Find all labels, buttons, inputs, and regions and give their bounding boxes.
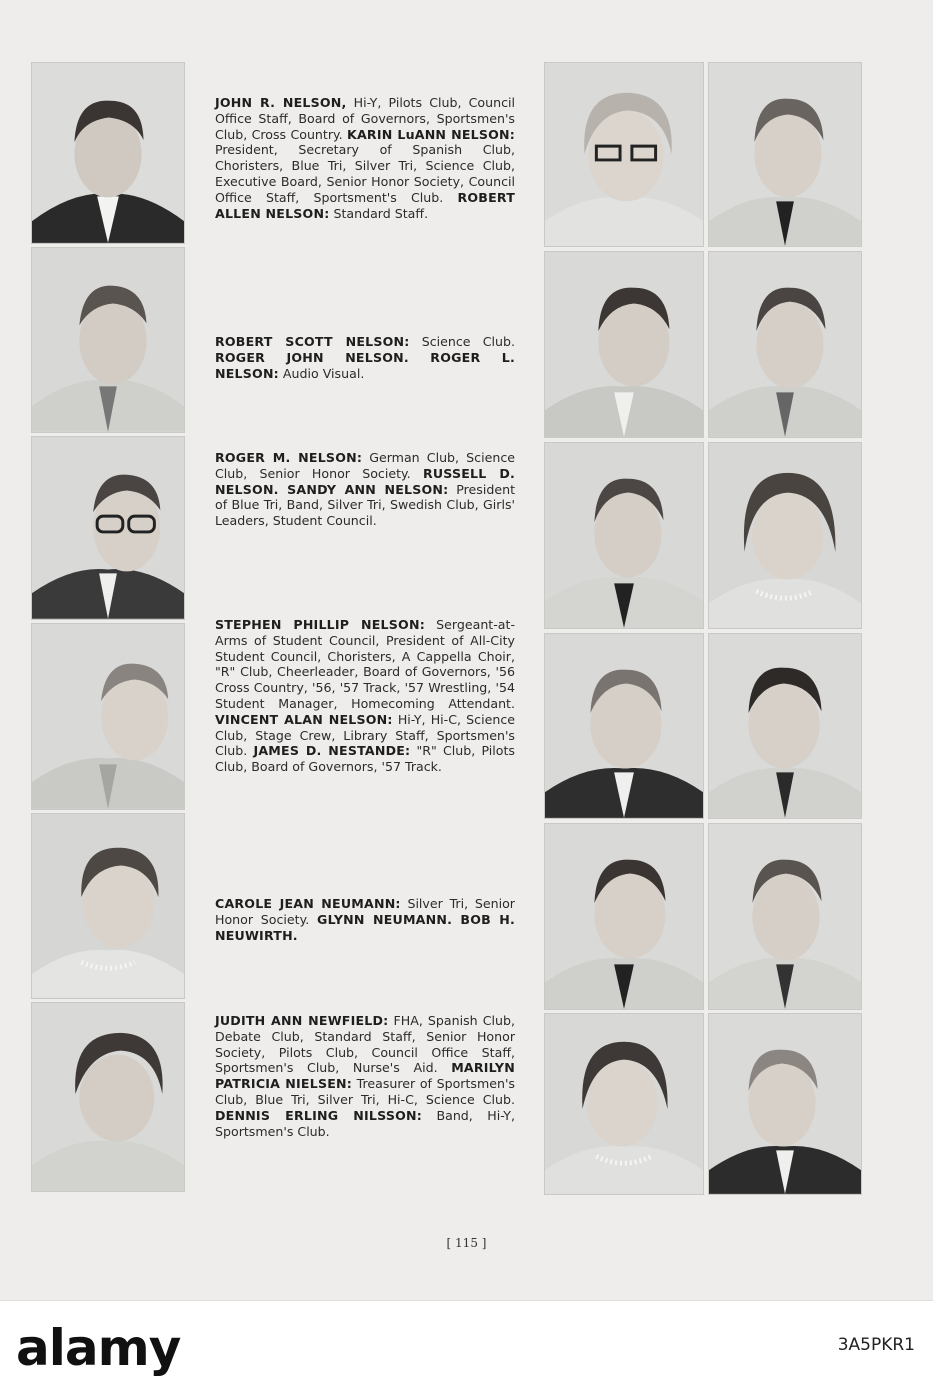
activities-text: Treasurer of Sportsmen's Club, Blue Tri, Silver Tri, Hi-C, Science Club.	[215, 1076, 515, 1107]
portrait-photo	[708, 62, 862, 247]
student-entry	[215, 896, 515, 943]
portrait-photo	[544, 1013, 704, 1195]
activities-text: FHA, Spanish Club, Debate Club, Standard Staff, Senior Honor Society, Pilots Club, Council Office Staff, Sportsmen's Club, Nurse's Aid.	[215, 1013, 516, 1076]
activities-text: Science Club.	[409, 334, 515, 349]
student-name: ROBERT ALLEN NELSON:	[215, 189, 515, 221]
student-entry	[215, 617, 515, 775]
portrait-photo	[31, 436, 185, 620]
portrait-photo	[544, 442, 704, 629]
activities-text: "R" Club, Pilots Club, Board of Governors, '57 Track.	[215, 743, 515, 775]
portrait-photo	[31, 813, 185, 999]
student-name: CAROLE JEAN NEUMANN:	[215, 896, 401, 911]
activities-text: Hi-Y, Hi-C, Science Club, Stage Crew, Library Staff, Sportsmen's Club.	[215, 711, 515, 759]
portrait-photo	[708, 251, 862, 438]
portrait-photo	[544, 633, 704, 819]
student-name: STEPHEN PHILLIP NELSON:	[215, 617, 425, 632]
student-name: ROGER JOHN NELSON. ROGER L. NELSON:	[215, 349, 515, 381]
activities-text: Silver Tri, Senior Honor Society.	[215, 896, 515, 927]
student-entry	[215, 334, 515, 381]
student-entry	[215, 95, 515, 221]
portrait-photo	[708, 823, 862, 1010]
student-name: GLYNN NEUMANN. BOB H. NEUWIRTH.	[215, 911, 515, 943]
student-entry	[215, 450, 515, 529]
portrait-photo	[544, 823, 704, 1010]
activities-text: Sergeant-at-Arms of Student Council, President of All-City Student Council, Choristers, A Cappella Choir, "R" Club, Cheerleader, Board of Governors, '56 Cross Country, '56, '57 Track, '57 Wrestling, '54 Student Manager, Homecoming Attendant.	[215, 617, 515, 711]
student-name: JUDITH ANN NEWFIELD:	[215, 1013, 389, 1028]
student-name: MARILYN PATRICIA NIELSEN:	[215, 1060, 515, 1092]
page-number: [ 115 ]	[446, 1236, 487, 1250]
watermark-bar	[0, 1300, 933, 1391]
brand-logo: alamy	[16, 1319, 181, 1377]
portrait-photo	[544, 62, 704, 247]
activities-text: Band, Hi-Y, Sportsmen's Club.	[215, 1107, 515, 1139]
portrait-photo	[31, 1002, 185, 1192]
activities-text: Audio Visual.	[278, 365, 365, 381]
student-entry	[215, 1013, 515, 1139]
portrait-photo	[708, 1013, 862, 1195]
student-name: ROBERT SCOTT NELSON:	[215, 334, 410, 349]
portrait-photo	[31, 247, 185, 433]
portrait-photo	[708, 442, 862, 629]
student-name: JAMES D. NESTANDE:	[253, 743, 411, 759]
stock-image-id: 3A5PKR1	[837, 1335, 915, 1355]
activities-text: Hi-Y, Pilots Club, Council Office Staff, Board of Governors, Sportsmen's Club, Cross Country.	[215, 95, 515, 142]
student-name: ROGER M. NELSON:	[215, 450, 363, 465]
student-name: DENNIS ERLING NILSSON:	[215, 1107, 422, 1123]
student-name: KARIN LuANN NELSON:	[347, 126, 515, 142]
portrait-photo	[708, 633, 862, 819]
activities-text: Standard Staff.	[329, 205, 429, 221]
activities-text: President, Secretary of Spanish Club, Choristers, Blue Tri, Silver Tri, Science Club, Executive Board, Senior Honor Society, Council Office Staff, Sportsment's Club.	[215, 142, 515, 205]
student-name: VINCENT ALAN NELSON:	[215, 711, 393, 727]
activities-text: President of Blue Tri, Band, Silver Tri, Swedish Club, Girls' Leaders, Student Council.	[215, 481, 516, 529]
portrait-photo	[31, 623, 185, 810]
portrait-photo	[544, 251, 704, 438]
activities-text: German Club, Science Club, Senior Honor Society.	[215, 450, 515, 481]
student-name: RUSSELL D. NELSON. SANDY ANN NELSON:	[215, 465, 515, 497]
student-name: JOHN R. NELSON,	[215, 95, 347, 110]
portrait-photo	[31, 62, 185, 244]
